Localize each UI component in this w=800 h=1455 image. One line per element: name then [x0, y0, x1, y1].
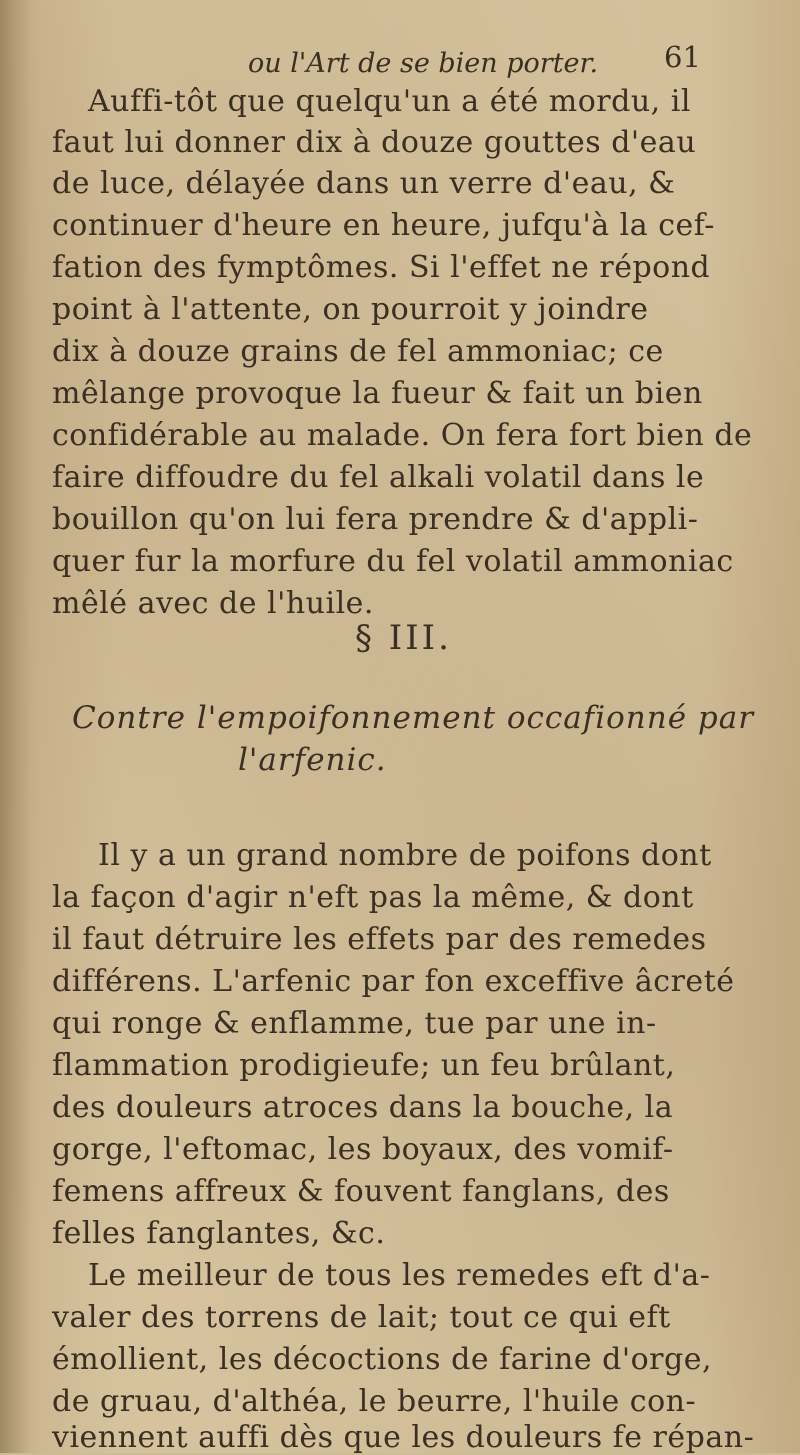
text-line: émollient, les décoctions de farine d'orge,	[52, 1342, 712, 1377]
text-line: Il y a un grand nombre de poifons dont	[98, 838, 712, 873]
text-line: viennent auffi dès que les douleurs fe répan-	[52, 1420, 755, 1455]
text-line: valer des torrens de lait; tout ce qui eft	[52, 1300, 671, 1335]
text-line: fation des fymptômes. Si l'effet ne répond	[52, 250, 711, 285]
text-line: continuer d'heure en heure, jufqu'à la cef-	[52, 208, 715, 243]
text-line: mêlange provoque la fueur & fait un bien	[52, 376, 703, 411]
text-line: dix à douze grains de fel ammoniac; ce	[52, 334, 664, 369]
page-number: 61	[664, 40, 701, 74]
text-line: la façon d'agir n'eft pas la même, & dont	[52, 880, 694, 915]
text-line: qui ronge & enflamme, tue par une in-	[52, 1006, 657, 1041]
text-line: de luce, délayée dans un verre d'eau, &	[52, 166, 676, 201]
heading-line: Contre l'empoifonnement occafionné par	[72, 700, 755, 736]
text-line: faut lui donner dix à douze gouttes d'eau	[52, 125, 697, 160]
text-line: mêlé avec de l'huile.	[52, 586, 374, 621]
text-line: bouillon qu'on lui fera prendre & d'appli-	[52, 502, 699, 537]
running-title: ou l'Art de se bien porter.	[248, 48, 599, 79]
text-line: femens affreux & fouvent fanglans, des	[52, 1174, 670, 1209]
text-line: Auffi-tôt que quelqu'un a été mordu, il	[88, 84, 691, 119]
text-line: Le meilleur de tous les remedes eft d'a-	[88, 1258, 711, 1293]
section-mark: § III.	[355, 618, 452, 658]
text-line: flammation prodigieufe; un feu brûlant,	[52, 1048, 676, 1083]
text-line: quer fur la morfure du fel volatil ammoniac	[52, 544, 734, 579]
text-line: il faut détruire les effets par des remedes	[52, 922, 707, 957]
text-line: différens. L'arfenic par fon exceffive âcreté	[52, 964, 735, 999]
text-line: faire diffoudre du fel alkali volatil dans le	[52, 460, 705, 495]
text-line: de gruau, d'althéa, le beurre, l'huile con-	[52, 1384, 697, 1419]
text-line: confidérable au malade. On fera fort bien de	[52, 418, 753, 453]
heading-line: l'arfenic.	[238, 742, 387, 778]
text-line: felles fanglantes, &c.	[52, 1216, 386, 1251]
text-line: gorge, l'eftomac, les boyaux, des vomif-	[52, 1132, 674, 1167]
text-line: des douleurs atroces dans la bouche, la	[52, 1090, 674, 1125]
text-line: point à l'attente, on pourroit y joindre	[52, 292, 649, 327]
